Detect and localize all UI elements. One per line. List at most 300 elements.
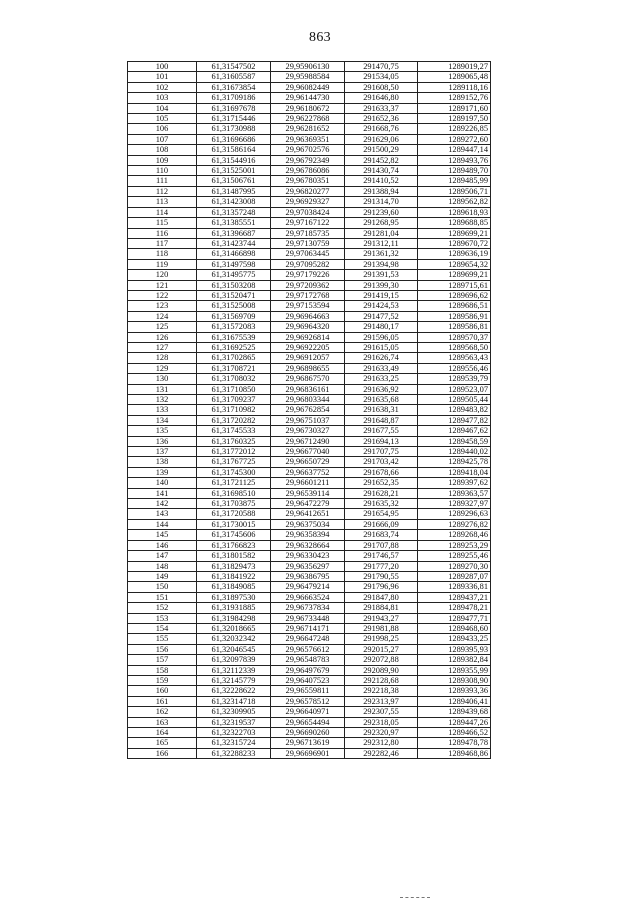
table-row — [128, 655, 491, 665]
table-row — [128, 374, 491, 384]
x-coordinate-cell: 291633,37 — [345, 103, 418, 113]
y-coordinate-cell: 1289270,30 — [418, 561, 491, 571]
point-number-cell: 120 — [128, 270, 197, 280]
latitude-cell: 61,31385551 — [197, 218, 271, 228]
longitude-cell: 29,96751037 — [271, 415, 345, 425]
y-coordinate-cell: 1289568,50 — [418, 342, 491, 352]
point-number-cell: 112 — [128, 186, 197, 196]
table-row — [128, 395, 491, 405]
x-coordinate-cell: 291615,05 — [345, 342, 418, 352]
longitude-cell: 29,96407523 — [271, 675, 345, 685]
table-row — [128, 478, 491, 488]
x-coordinate-cell: 291668,76 — [345, 124, 418, 134]
table-row — [128, 582, 491, 592]
point-number-cell: 145 — [128, 530, 197, 540]
latitude-cell: 61,32315724 — [197, 738, 271, 748]
point-number-cell: 100 — [128, 62, 197, 72]
longitude-cell: 29,96663524 — [271, 592, 345, 602]
longitude-cell: 29,97167122 — [271, 218, 345, 228]
longitude-cell: 29,96358394 — [271, 530, 345, 540]
point-number-cell: 109 — [128, 155, 197, 165]
longitude-cell: 29,96702576 — [271, 145, 345, 155]
y-coordinate-cell: 1289523,07 — [418, 384, 491, 394]
y-coordinate-cell: 1289489,70 — [418, 166, 491, 176]
longitude-cell: 29,96281652 — [271, 124, 345, 134]
latitude-cell: 61,31525001 — [197, 166, 271, 176]
x-coordinate-cell: 291394,98 — [345, 259, 418, 269]
x-coordinate-cell: 291646,80 — [345, 93, 418, 103]
latitude-cell: 61,31708032 — [197, 374, 271, 384]
longitude-cell: 29,97063445 — [271, 249, 345, 259]
x-coordinate-cell: 291626,74 — [345, 353, 418, 363]
latitude-cell: 61,31675539 — [197, 332, 271, 342]
y-coordinate-cell: 1289654,32 — [418, 259, 491, 269]
y-coordinate-cell: 1289425,78 — [418, 457, 491, 467]
table-row — [128, 738, 491, 748]
latitude-cell: 61,31520471 — [197, 290, 271, 300]
latitude-cell: 61,31673854 — [197, 82, 271, 92]
latitude-cell: 61,31423744 — [197, 238, 271, 248]
y-coordinate-cell: 1289699,21 — [418, 228, 491, 238]
longitude-cell: 29,96690260 — [271, 728, 345, 738]
point-number-cell: 101 — [128, 72, 197, 82]
latitude-cell: 61,31396687 — [197, 228, 271, 238]
x-coordinate-cell: 291981,88 — [345, 623, 418, 633]
longitude-cell: 29,97209362 — [271, 280, 345, 290]
x-coordinate-cell: 291652,36 — [345, 114, 418, 124]
longitude-cell: 29,97172768 — [271, 290, 345, 300]
table-row — [128, 488, 491, 498]
x-coordinate-cell: 291268,95 — [345, 218, 418, 228]
table-row — [128, 342, 491, 352]
table-row — [128, 62, 491, 72]
longitude-cell: 29,96386795 — [271, 571, 345, 581]
y-coordinate-cell: 1289478,78 — [418, 738, 491, 748]
point-number-cell: 113 — [128, 197, 197, 207]
x-coordinate-cell: 291636,92 — [345, 384, 418, 394]
table-row — [128, 197, 491, 207]
point-number-cell: 163 — [128, 717, 197, 727]
longitude-cell: 29,96713619 — [271, 738, 345, 748]
x-coordinate-cell: 291777,20 — [345, 561, 418, 571]
longitude-cell: 29,96472279 — [271, 499, 345, 509]
point-number-cell: 152 — [128, 603, 197, 613]
latitude-cell: 61,31720282 — [197, 415, 271, 425]
x-coordinate-cell: 291703,42 — [345, 457, 418, 467]
longitude-cell: 29,96836161 — [271, 384, 345, 394]
point-number-cell: 158 — [128, 665, 197, 675]
latitude-cell: 61,32018665 — [197, 623, 271, 633]
y-coordinate-cell: 1289393,36 — [418, 686, 491, 696]
longitude-cell: 29,96820277 — [271, 186, 345, 196]
y-coordinate-cell: 1289618,93 — [418, 207, 491, 217]
x-coordinate-cell: 291629,06 — [345, 134, 418, 144]
longitude-cell: 29,96737834 — [271, 603, 345, 613]
latitude-cell: 61,31766823 — [197, 540, 271, 550]
latitude-cell: 61,32228622 — [197, 686, 271, 696]
y-coordinate-cell: 1289355,99 — [418, 665, 491, 675]
x-coordinate-cell: 292307,55 — [345, 707, 418, 717]
longitude-cell: 29,96548783 — [271, 655, 345, 665]
point-number-cell: 122 — [128, 290, 197, 300]
x-coordinate-cell: 291596,05 — [345, 332, 418, 342]
x-coordinate-cell: 291399,30 — [345, 280, 418, 290]
x-coordinate-cell: 291314,70 — [345, 197, 418, 207]
table-row — [128, 748, 491, 758]
table-row — [128, 311, 491, 321]
x-coordinate-cell: 291790,55 — [345, 571, 418, 581]
x-coordinate-cell: 291998,25 — [345, 634, 418, 644]
latitude-cell: 61,31525008 — [197, 301, 271, 311]
longitude-cell: 29,96792349 — [271, 155, 345, 165]
y-coordinate-cell: 1289485,99 — [418, 176, 491, 186]
x-coordinate-cell: 291683,74 — [345, 530, 418, 540]
x-coordinate-cell: 291847,80 — [345, 592, 418, 602]
latitude-cell: 61,31730015 — [197, 519, 271, 529]
x-coordinate-cell: 292072,88 — [345, 655, 418, 665]
point-number-cell: 137 — [128, 447, 197, 457]
y-coordinate-cell: 1289696,62 — [418, 290, 491, 300]
y-coordinate-cell: 1289287,07 — [418, 571, 491, 581]
latitude-cell: 61,32319537 — [197, 717, 271, 727]
point-number-cell: 161 — [128, 696, 197, 706]
table-row — [128, 322, 491, 332]
y-coordinate-cell: 1289636,19 — [418, 249, 491, 259]
longitude-cell: 29,96578512 — [271, 696, 345, 706]
latitude-cell: 61,31544916 — [197, 155, 271, 165]
point-number-cell: 135 — [128, 426, 197, 436]
y-coordinate-cell: 1289688,85 — [418, 218, 491, 228]
x-coordinate-cell: 291419,15 — [345, 290, 418, 300]
latitude-cell: 61,31710850 — [197, 384, 271, 394]
x-coordinate-cell: 291480,17 — [345, 322, 418, 332]
longitude-cell: 29,97095282 — [271, 259, 345, 269]
longitude-cell: 29,96762854 — [271, 405, 345, 415]
longitude-cell: 29,96369351 — [271, 134, 345, 144]
point-number-cell: 117 — [128, 238, 197, 248]
table-row — [128, 644, 491, 654]
latitude-cell: 61,31841922 — [197, 571, 271, 581]
latitude-cell: 61,31569709 — [197, 311, 271, 321]
point-number-cell: 129 — [128, 363, 197, 373]
latitude-cell: 61,32309905 — [197, 707, 271, 717]
table-row — [128, 186, 491, 196]
table-row — [128, 72, 491, 82]
table-row — [128, 499, 491, 509]
table-row — [128, 218, 491, 228]
table-row — [128, 363, 491, 373]
point-number-cell: 155 — [128, 634, 197, 644]
point-number-cell: 106 — [128, 124, 197, 134]
point-number-cell: 143 — [128, 509, 197, 519]
x-coordinate-cell: 291388,94 — [345, 186, 418, 196]
point-number-cell: 151 — [128, 592, 197, 602]
longitude-cell: 29,96654494 — [271, 717, 345, 727]
longitude-cell: 29,96712490 — [271, 436, 345, 446]
y-coordinate-cell: 1289395,93 — [418, 644, 491, 654]
longitude-cell: 29,96539114 — [271, 488, 345, 498]
x-coordinate-cell: 291424,53 — [345, 301, 418, 311]
x-coordinate-cell: 291943,27 — [345, 613, 418, 623]
table-row — [128, 665, 491, 675]
point-number-cell: 132 — [128, 395, 197, 405]
y-coordinate-cell: 1289505,44 — [418, 395, 491, 405]
coordinates-table — [127, 61, 491, 759]
x-coordinate-cell: 291694,13 — [345, 436, 418, 446]
longitude-cell: 29,96696901 — [271, 748, 345, 758]
latitude-cell: 61,32097839 — [197, 655, 271, 665]
table-row — [128, 686, 491, 696]
latitude-cell: 61,31721125 — [197, 478, 271, 488]
y-coordinate-cell: 1289118,16 — [418, 82, 491, 92]
point-number-cell: 154 — [128, 623, 197, 633]
longitude-cell: 29,96964663 — [271, 311, 345, 321]
point-number-cell: 124 — [128, 311, 197, 321]
y-coordinate-cell: 1289477,82 — [418, 415, 491, 425]
y-coordinate-cell: 1289152,76 — [418, 93, 491, 103]
longitude-cell: 29,96650729 — [271, 457, 345, 467]
point-number-cell: 102 — [128, 82, 197, 92]
longitude-cell: 29,96677040 — [271, 447, 345, 457]
table-row — [128, 270, 491, 280]
point-number-cell: 130 — [128, 374, 197, 384]
point-number-cell: 115 — [128, 218, 197, 228]
table-row — [128, 717, 491, 727]
table-row — [128, 436, 491, 446]
latitude-cell: 61,31931885 — [197, 603, 271, 613]
table-row — [128, 207, 491, 217]
table-row — [128, 103, 491, 113]
latitude-cell: 61,32032342 — [197, 634, 271, 644]
longitude-cell: 29,95906130 — [271, 62, 345, 72]
point-number-cell: 110 — [128, 166, 197, 176]
longitude-cell: 29,96926814 — [271, 332, 345, 342]
x-coordinate-cell: 291707,75 — [345, 447, 418, 457]
latitude-cell: 61,31506761 — [197, 176, 271, 186]
latitude-cell: 61,31829473 — [197, 561, 271, 571]
latitude-cell: 61,31710982 — [197, 405, 271, 415]
longitude-cell: 29,95988584 — [271, 72, 345, 82]
y-coordinate-cell: 1289197,50 — [418, 114, 491, 124]
x-coordinate-cell: 291470,75 — [345, 62, 418, 72]
x-coordinate-cell: 291638,31 — [345, 405, 418, 415]
table-row — [128, 280, 491, 290]
longitude-cell: 29,96330423 — [271, 551, 345, 561]
latitude-cell: 61,31357248 — [197, 207, 271, 217]
point-number-cell: 147 — [128, 551, 197, 561]
x-coordinate-cell: 291361,32 — [345, 249, 418, 259]
latitude-cell: 61,31495775 — [197, 270, 271, 280]
longitude-cell: 29,96867570 — [271, 374, 345, 384]
table-row — [128, 540, 491, 550]
point-number-cell: 104 — [128, 103, 197, 113]
longitude-cell: 29,96479214 — [271, 582, 345, 592]
table-row — [128, 530, 491, 540]
x-coordinate-cell: 291477,52 — [345, 311, 418, 321]
latitude-cell: 61,31547502 — [197, 62, 271, 72]
latitude-cell: 61,31586164 — [197, 145, 271, 155]
x-coordinate-cell: 291430,74 — [345, 166, 418, 176]
latitude-cell: 61,31897530 — [197, 592, 271, 602]
y-coordinate-cell: 1289447,14 — [418, 145, 491, 155]
y-coordinate-cell: 1289440,02 — [418, 447, 491, 457]
table-row — [128, 290, 491, 300]
x-coordinate-cell: 291452,82 — [345, 155, 418, 165]
table-row — [128, 228, 491, 238]
y-coordinate-cell: 1289065,48 — [418, 72, 491, 82]
y-coordinate-cell: 1289539,79 — [418, 374, 491, 384]
point-number-cell: 133 — [128, 405, 197, 415]
latitude-cell: 61,31772012 — [197, 447, 271, 457]
x-coordinate-cell: 291608,50 — [345, 82, 418, 92]
x-coordinate-cell: 291410,52 — [345, 176, 418, 186]
y-coordinate-cell: 1289506,71 — [418, 186, 491, 196]
y-coordinate-cell: 1289562,82 — [418, 197, 491, 207]
table-row — [128, 93, 491, 103]
latitude-cell: 61,31497598 — [197, 259, 271, 269]
point-number-cell: 149 — [128, 571, 197, 581]
x-coordinate-cell: 291648,87 — [345, 415, 418, 425]
x-coordinate-cell: 291884,81 — [345, 603, 418, 613]
footer-divider — [400, 897, 430, 899]
point-number-cell: 166 — [128, 748, 197, 758]
longitude-cell: 29,96356297 — [271, 561, 345, 571]
y-coordinate-cell: 1289466,52 — [418, 728, 491, 738]
y-coordinate-cell: 1289276,82 — [418, 519, 491, 529]
point-number-cell: 123 — [128, 301, 197, 311]
y-coordinate-cell: 1289556,46 — [418, 363, 491, 373]
longitude-cell: 29,96780351 — [271, 176, 345, 186]
latitude-cell: 61,31801582 — [197, 551, 271, 561]
x-coordinate-cell: 291796,96 — [345, 582, 418, 592]
x-coordinate-cell: 291677,55 — [345, 426, 418, 436]
point-number-cell: 157 — [128, 655, 197, 665]
x-coordinate-cell: 291654,95 — [345, 509, 418, 519]
table-row — [128, 467, 491, 477]
latitude-cell: 61,31708721 — [197, 363, 271, 373]
x-coordinate-cell: 291635,68 — [345, 395, 418, 405]
longitude-cell: 29,96576612 — [271, 644, 345, 654]
table-row — [128, 405, 491, 415]
longitude-cell: 29,97038424 — [271, 207, 345, 217]
point-number-cell: 128 — [128, 353, 197, 363]
point-number-cell: 160 — [128, 686, 197, 696]
longitude-cell: 29,96412651 — [271, 509, 345, 519]
latitude-cell: 61,31702865 — [197, 353, 271, 363]
longitude-cell: 29,96375034 — [271, 519, 345, 529]
table-row — [128, 114, 491, 124]
y-coordinate-cell: 1289433,25 — [418, 634, 491, 644]
table-row — [128, 592, 491, 602]
table-row — [128, 415, 491, 425]
longitude-cell: 29,96328664 — [271, 540, 345, 550]
table-row — [128, 707, 491, 717]
x-coordinate-cell: 292318,05 — [345, 717, 418, 727]
table-row — [128, 134, 491, 144]
table-row — [128, 145, 491, 155]
y-coordinate-cell: 1289255,46 — [418, 551, 491, 561]
y-coordinate-cell: 1289715,61 — [418, 280, 491, 290]
y-coordinate-cell: 1289570,37 — [418, 332, 491, 342]
longitude-cell: 29,96637752 — [271, 467, 345, 477]
y-coordinate-cell: 1289563,43 — [418, 353, 491, 363]
latitude-cell: 61,31696686 — [197, 134, 271, 144]
x-coordinate-cell: 291534,05 — [345, 72, 418, 82]
y-coordinate-cell: 1289418,04 — [418, 467, 491, 477]
latitude-cell: 61,31503208 — [197, 280, 271, 290]
point-number-cell: 164 — [128, 728, 197, 738]
longitude-cell: 29,96898655 — [271, 363, 345, 373]
latitude-cell: 61,31715446 — [197, 114, 271, 124]
y-coordinate-cell: 1289226,85 — [418, 124, 491, 134]
point-number-cell: 136 — [128, 436, 197, 446]
point-number-cell: 150 — [128, 582, 197, 592]
y-coordinate-cell: 1289308,90 — [418, 675, 491, 685]
point-number-cell: 126 — [128, 332, 197, 342]
point-number-cell: 148 — [128, 561, 197, 571]
longitude-cell: 29,96730327 — [271, 426, 345, 436]
latitude-cell: 61,31745300 — [197, 467, 271, 477]
y-coordinate-cell: 1289477,71 — [418, 613, 491, 623]
longitude-cell: 29,96082449 — [271, 82, 345, 92]
table-row — [128, 353, 491, 363]
longitude-cell: 29,96786086 — [271, 166, 345, 176]
y-coordinate-cell: 1289468,60 — [418, 623, 491, 633]
longitude-cell: 29,96601211 — [271, 478, 345, 488]
y-coordinate-cell: 1289272,60 — [418, 134, 491, 144]
y-coordinate-cell: 1289336,81 — [418, 582, 491, 592]
y-coordinate-cell: 1289437,21 — [418, 592, 491, 602]
point-number-cell: 141 — [128, 488, 197, 498]
table-row — [128, 728, 491, 738]
y-coordinate-cell: 1289397,62 — [418, 478, 491, 488]
longitude-cell: 29,96180672 — [271, 103, 345, 113]
point-number-cell: 139 — [128, 467, 197, 477]
latitude-cell: 61,31605587 — [197, 72, 271, 82]
table-row — [128, 166, 491, 176]
table-row — [128, 519, 491, 529]
point-number-cell: 131 — [128, 384, 197, 394]
longitude-cell: 29,97179226 — [271, 270, 345, 280]
table-row — [128, 82, 491, 92]
table-row — [128, 696, 491, 706]
y-coordinate-cell: 1289483,82 — [418, 405, 491, 415]
table-row — [128, 301, 491, 311]
table-row — [128, 551, 491, 561]
table-row — [128, 155, 491, 165]
latitude-cell: 61,31703875 — [197, 499, 271, 509]
x-coordinate-cell: 291391,53 — [345, 270, 418, 280]
longitude-cell: 29,96640971 — [271, 707, 345, 717]
latitude-cell: 61,32145779 — [197, 675, 271, 685]
y-coordinate-cell: 1289363,57 — [418, 488, 491, 498]
longitude-cell: 29,96922205 — [271, 342, 345, 352]
x-coordinate-cell: 292128,68 — [345, 675, 418, 685]
x-coordinate-cell: 291633,25 — [345, 374, 418, 384]
point-number-cell: 159 — [128, 675, 197, 685]
longitude-cell: 29,96144730 — [271, 93, 345, 103]
table-row — [128, 457, 491, 467]
latitude-cell: 61,31487995 — [197, 186, 271, 196]
longitude-cell: 29,97130759 — [271, 238, 345, 248]
point-number-cell: 119 — [128, 259, 197, 269]
latitude-cell: 61,31760325 — [197, 436, 271, 446]
x-coordinate-cell: 292320,97 — [345, 728, 418, 738]
y-coordinate-cell: 1289439,68 — [418, 707, 491, 717]
point-number-cell: 103 — [128, 93, 197, 103]
x-coordinate-cell: 292312,80 — [345, 738, 418, 748]
longitude-cell: 29,96714171 — [271, 623, 345, 633]
